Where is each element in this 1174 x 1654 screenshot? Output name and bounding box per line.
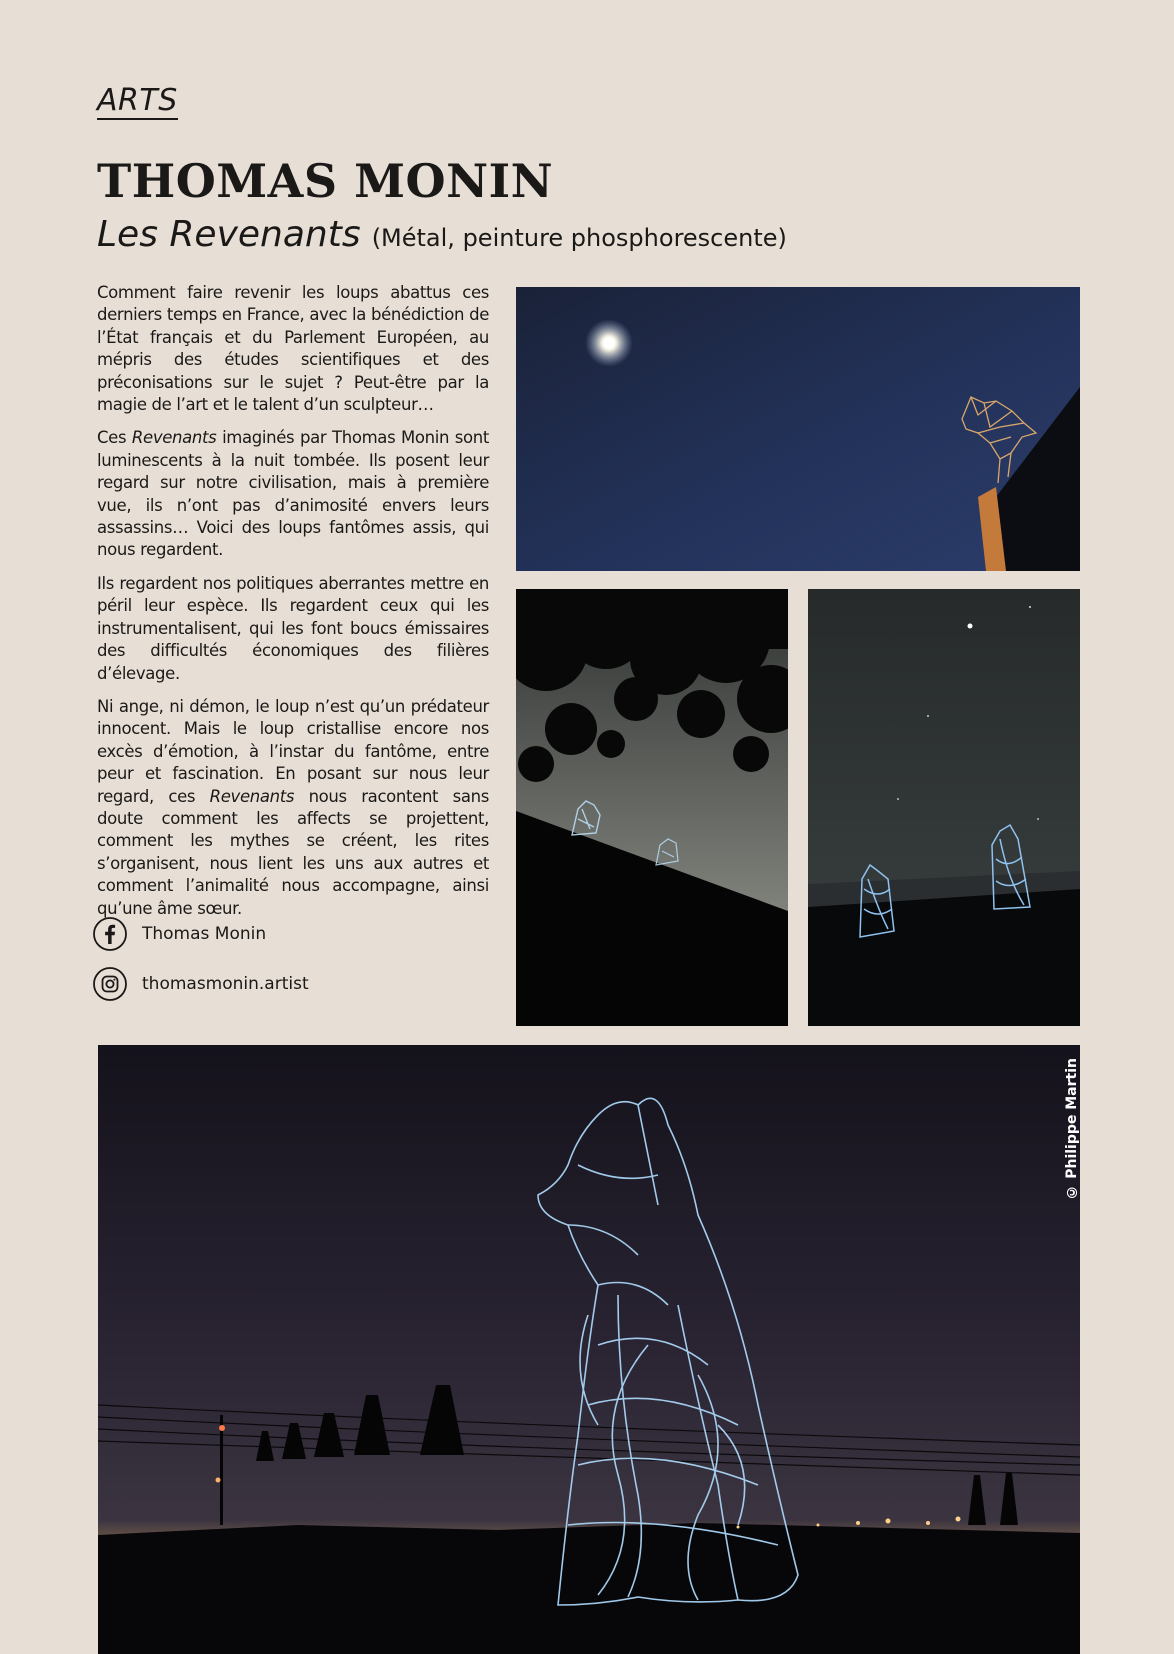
- subtitle: [97, 214, 787, 255]
- page-title: THOMAS MONIN: [97, 154, 554, 208]
- photo-moon-wolf: [516, 287, 1080, 571]
- photo-tree-wolves: [516, 589, 788, 1026]
- article-paragraph-1: Comment faire revenir les loups abattus ces derniers temps en France, avec la bénédiction de l’État français et du Parlement Européen, au mépris des études scientifiques et des préconisations sur le sujet ? Peut-être par la magie de l’art et le talent d’un sculpteur…: [97, 283, 489, 415]
- photo-stars-wolves: [808, 589, 1080, 1026]
- artwork-title: Les Revenants: [97, 214, 361, 255]
- article-paragraph-4: Ni ange, ni démon, le loup n’est qu’un prédateur innocent. Mais le loup cristallise encore nos excès d’émotion, à l’instar du fantôme, entre peur et fascination. En posant sur nous leur regard, ces Revenants nous racontent sans doute comment les affects se projettent, comment les mythes se créent, les rites s’organisent, nous lient les uns aux autres et comment l’animalité nous accompagne, ainsi qu’une âme sœur.: [97, 696, 489, 918]
- instagram-handle: thomasmonin.artist: [142, 974, 309, 994]
- facebook-icon: [92, 916, 128, 952]
- instagram-icon: [92, 966, 128, 1002]
- instagram-link[interactable]: [92, 966, 309, 1002]
- article-paragraph-3: Ils regardent nos politiques aberrantes mettre en péril leur espèce. Ils regardent ceux qui les instrumentalisent, qui les font boucs émissaires des difficultés économiques des filières d’élevage.: [97, 573, 489, 683]
- facebook-link[interactable]: [92, 916, 266, 952]
- photo-credit: © Philippe Martin: [1064, 1058, 1080, 1200]
- facebook-handle: Thomas Monin: [142, 924, 267, 944]
- section-label: ARTS: [97, 83, 178, 118]
- article-text: [97, 282, 489, 931]
- artwork-medium: (Métal, peinture phosphorescente): [371, 224, 787, 252]
- photo-large-wolf: [98, 1045, 1080, 1654]
- article-paragraph-2: Ces Revenants imaginés par Thomas Monin sont luminescents à la nuit tombée. Ils posent leur regard sur notre civilisation, mais à première vue, ils n’ont pas d’animosité envers leurs assassins… Voici des loups fantômes assis, qui nous regardent.: [97, 428, 489, 560]
